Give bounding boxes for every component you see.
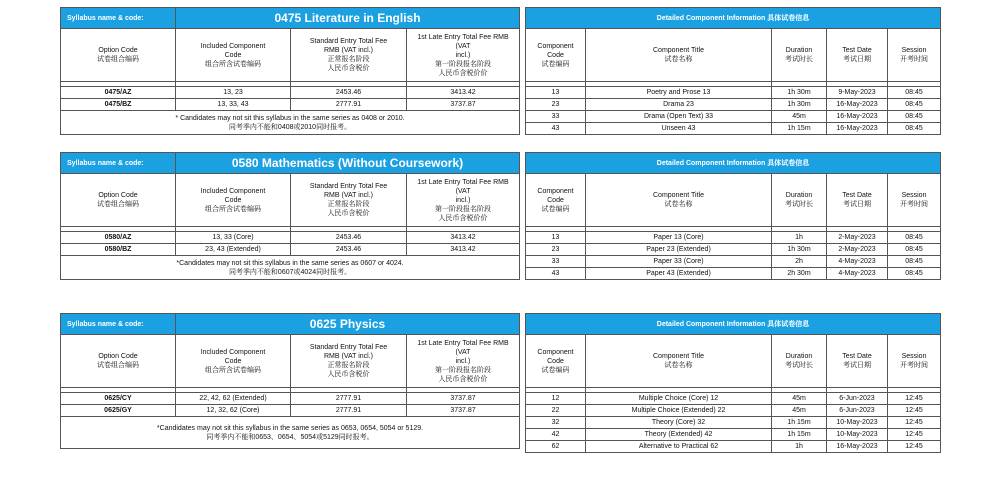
test-date-header (827, 29, 888, 82)
header-line: Code (547, 357, 564, 365)
table-row (526, 244, 941, 256)
standard-fee: 2777.91 (291, 99, 407, 111)
included-code: 12, 32, 62 (Core) (176, 405, 291, 417)
table-row (61, 393, 520, 405)
component-title: Multiple Choice (Extended) 22 (586, 405, 772, 417)
test-date-header (827, 335, 888, 388)
header-line: Duration (785, 192, 813, 199)
header-line: 试卷编码 (541, 205, 570, 213)
component-title: Multiple Choice (Core) 12 (586, 393, 772, 405)
duration: 1h (772, 232, 827, 244)
test-date: 16-May-2023 (827, 123, 888, 135)
header-line: 开考时间 (900, 201, 929, 208)
header-line: Standard Entry Total Fee (309, 38, 388, 45)
header-line: 1st Late Entry Total Fee RMB (VAT (417, 33, 509, 50)
table-row (526, 256, 941, 268)
component-title: Unseen 43 (586, 123, 772, 135)
component-code: 33 (526, 256, 586, 268)
table-row (526, 232, 941, 244)
header-line: 正常报名阶段 (327, 362, 370, 369)
header-line: 人民币含税价价 (438, 375, 488, 383)
standard-fee-header (291, 29, 407, 82)
late-fee-header (407, 174, 520, 227)
table-row (526, 417, 941, 429)
header-line: incl.) (455, 196, 471, 204)
duration: 1h 30m (772, 87, 827, 99)
syllabus-title: 0580 Mathematics (Without Coursework) (176, 153, 520, 174)
header-line: 1st Late Entry Total Fee RMB (VAT (417, 339, 509, 356)
component-title-header (586, 174, 772, 227)
header-line: Component (537, 42, 574, 50)
duration: 45m (772, 111, 827, 123)
duration: 45m (772, 405, 827, 417)
header-line: 人民币含税价 (327, 210, 370, 217)
header-line: 人民币含税价价 (438, 214, 488, 222)
header-line: 人民币含税价 (327, 371, 370, 378)
header-line: 试卷组合编码 (97, 56, 139, 63)
option-code: 0625/CY (61, 393, 176, 405)
session-header (888, 174, 941, 227)
header-line: Code (224, 196, 242, 204)
late-fee: 3413.42 (407, 87, 520, 99)
component-code: 43 (526, 123, 586, 135)
included-code: 13, 33 (Core) (176, 232, 291, 244)
test-date: 16-May-2023 (827, 99, 888, 111)
header-line: 试卷名称 (664, 362, 693, 369)
header-line: Standard Entry Total Fee (309, 183, 388, 190)
duration: 45m (772, 393, 827, 405)
component-table (525, 152, 941, 280)
component-code-header (526, 174, 586, 227)
test-date: 10-May-2023 (827, 429, 888, 441)
test-date: 2-May-2023 (827, 232, 888, 244)
test-date: 6-Jun-2023 (827, 393, 888, 405)
table-row (61, 99, 520, 111)
note-line: 同考季内不能和0408或2010同时报考。 (228, 123, 352, 131)
session-time: 12:45 (888, 417, 941, 429)
test-date: 10-May-2023 (827, 417, 888, 429)
header-line: RMB (VAT incl.) (323, 353, 373, 360)
header-line: 试卷编码 (541, 366, 570, 374)
late-fee-header (407, 335, 520, 388)
header-line: Included Component (200, 42, 266, 50)
component-table (525, 313, 941, 453)
component-code: 13 (526, 232, 586, 244)
header-line: Option Code (98, 47, 138, 54)
header-line: Option Code (98, 192, 138, 199)
option-code-header (61, 335, 176, 388)
standard-fee-header (291, 335, 407, 388)
syllabus-label: Syllabus name & code: (61, 8, 176, 29)
header-line: Component (537, 348, 574, 356)
table-row (61, 87, 520, 99)
syllabus-title: 0475 Literature in English (176, 8, 520, 29)
syllabus-note (61, 417, 520, 449)
header-line: 人民币含税价价 (438, 69, 488, 77)
duration: 1h 15m (772, 417, 827, 429)
header-line: 试卷名称 (664, 201, 693, 208)
component-title: Poetry and Prose 13 (586, 87, 772, 99)
fee-table (60, 313, 520, 449)
header-line: Component Title (653, 353, 704, 360)
duration-header (772, 29, 827, 82)
late-fee: 3413.42 (407, 232, 520, 244)
header-line: Duration (785, 47, 813, 54)
session-time: 08:45 (888, 123, 941, 135)
syllabus-label: Syllabus name & code: (61, 314, 176, 335)
duration: 2h 30m (772, 268, 827, 280)
header-line: 第一阶段报名阶段 (435, 60, 491, 68)
table-row (526, 111, 941, 123)
header-line: Duration (785, 353, 813, 360)
late-fee-header (407, 29, 520, 82)
header-line: 人民币含税价 (327, 65, 370, 72)
test-date: 16-May-2023 (827, 111, 888, 123)
test-date: 6-Jun-2023 (827, 405, 888, 417)
test-date: 16-May-2023 (827, 441, 888, 453)
session-time: 08:45 (888, 232, 941, 244)
component-code: 23 (526, 99, 586, 111)
session-time: 12:45 (888, 441, 941, 453)
option-code-header (61, 29, 176, 82)
component-title-header (586, 29, 772, 82)
header-line: Test Date (842, 353, 872, 360)
late-fee: 3737.87 (407, 99, 520, 111)
component-code: 62 (526, 441, 586, 453)
header-line: Session (901, 47, 927, 54)
header-line: 正常报名阶段 (327, 56, 370, 63)
option-code: 0475/AZ (61, 87, 176, 99)
syllabus-note (61, 111, 520, 135)
component-title: Theory (Core) 32 (586, 417, 772, 429)
header-line: 考试时长 (785, 362, 813, 369)
header-line: 考试日期 (843, 362, 871, 369)
test-date: 9-May-2023 (827, 87, 888, 99)
syllabus-note (61, 256, 520, 280)
header-line: Option Code (98, 353, 138, 360)
table-row (526, 441, 941, 453)
header-line: Code (224, 357, 242, 365)
component-code: 12 (526, 393, 586, 405)
duration: 1h (772, 441, 827, 453)
test-date: 2-May-2023 (827, 244, 888, 256)
table-row (61, 405, 520, 417)
header-line: 考试日期 (843, 201, 871, 208)
header-line: 考试时长 (785, 201, 813, 208)
included-code-header (176, 335, 291, 388)
component-info-title: Detailed Component Information 具体试卷信息 (526, 314, 941, 335)
included-code: 23, 43 (Extended) (176, 244, 291, 256)
duration-header (772, 174, 827, 227)
syllabus-title: 0625 Physics (176, 314, 520, 335)
test-date: 4-May-2023 (827, 256, 888, 268)
component-title-header (586, 335, 772, 388)
header-line: Test Date (842, 47, 872, 54)
duration: 1h 15m (772, 123, 827, 135)
duration: 1h 30m (772, 99, 827, 111)
included-code-header (176, 29, 291, 82)
duration-header (772, 335, 827, 388)
component-code-header (526, 29, 586, 82)
header-line: RMB (VAT incl.) (323, 192, 373, 199)
header-line: Session (901, 353, 927, 360)
header-line: 组合所含试卷编码 (205, 60, 261, 68)
late-fee: 3737.87 (407, 393, 520, 405)
fee-table (60, 7, 520, 135)
component-code: 43 (526, 268, 586, 280)
header-line: Included Component (200, 348, 266, 356)
component-code: 33 (526, 111, 586, 123)
component-title: Theory (Extended) 42 (586, 429, 772, 441)
header-line: Included Component (200, 187, 266, 195)
component-title: Drama 23 (586, 99, 772, 111)
session-time: 08:45 (888, 99, 941, 111)
standard-fee-header (291, 174, 407, 227)
standard-fee: 2777.91 (291, 405, 407, 417)
header-line: 第一阶段报名阶段 (435, 366, 491, 374)
included-code: 22, 42, 62 (Extended) (176, 393, 291, 405)
component-code: 23 (526, 244, 586, 256)
table-row (526, 99, 941, 111)
late-fee: 3737.87 (407, 405, 520, 417)
header-line: Standard Entry Total Fee (309, 344, 388, 351)
duration: 1h 15m (772, 429, 827, 441)
session-time: 08:45 (888, 111, 941, 123)
header-line: Code (547, 51, 564, 59)
session-time: 08:45 (888, 256, 941, 268)
header-line: 正常报名阶段 (327, 201, 370, 208)
header-line: 组合所含试卷编码 (205, 205, 261, 213)
component-title: Paper 13 (Core) (586, 232, 772, 244)
header-line: Code (547, 196, 564, 204)
component-info-title: Detailed Component Information 具体试卷信息 (526, 153, 941, 174)
header-line: 试卷组合编码 (97, 362, 139, 369)
late-fee: 3413.42 (407, 244, 520, 256)
header-line: 试卷名称 (664, 56, 693, 63)
session-time: 12:45 (888, 429, 941, 441)
syllabus-label: Syllabus name & code: (61, 153, 176, 174)
session-header (888, 335, 941, 388)
duration: 2h (772, 256, 827, 268)
test-date: 4-May-2023 (827, 268, 888, 280)
table-row (526, 405, 941, 417)
note-line: * Candidates may not sit this syllabus in the same series as 0408 or 2010. (175, 114, 405, 122)
header-line: Component Title (653, 192, 704, 199)
included-code: 13, 33, 43 (176, 99, 291, 111)
table-row (526, 87, 941, 99)
note-line: *Candidates may not sit this syllabus in the same series as 0607 or 4024. (176, 259, 404, 267)
standard-fee: 2777.91 (291, 393, 407, 405)
option-code: 0475/BZ (61, 99, 176, 111)
component-code: 13 (526, 87, 586, 99)
header-line: 组合所含试卷编码 (205, 366, 261, 374)
header-line: incl.) (455, 51, 471, 59)
table-row (526, 123, 941, 135)
header-line: 考试日期 (843, 56, 871, 63)
note-line: 同考季内不能和0607或4024同时报考。 (228, 268, 352, 276)
header-line: Test Date (842, 192, 872, 199)
component-code: 22 (526, 405, 586, 417)
included-code-header (176, 174, 291, 227)
session-time: 08:45 (888, 268, 941, 280)
header-line: RMB (VAT incl.) (323, 47, 373, 54)
header-line: 开考时间 (900, 362, 929, 369)
fee-table (60, 152, 520, 280)
component-code: 42 (526, 429, 586, 441)
header-line: Component Title (653, 47, 704, 54)
header-line: Session (901, 192, 927, 199)
header-line: Code (224, 51, 242, 59)
session-time: 12:45 (888, 405, 941, 417)
component-title: Paper 23 (Extended) (586, 244, 772, 256)
header-line: 1st Late Entry Total Fee RMB (VAT (417, 178, 509, 195)
component-table (525, 7, 941, 135)
standard-fee: 2453.46 (291, 87, 407, 99)
header-line: 考试时长 (785, 56, 813, 63)
standard-fee: 2453.46 (291, 244, 407, 256)
component-title: Drama (Open Text) 33 (586, 111, 772, 123)
included-code: 13, 23 (176, 87, 291, 99)
header-line: 试卷编码 (541, 60, 570, 68)
component-code-header (526, 335, 586, 388)
component-title: Paper 43 (Extended) (586, 268, 772, 280)
table-row (61, 244, 520, 256)
duration: 1h 30m (772, 244, 827, 256)
component-title: Paper 33 (Core) (586, 256, 772, 268)
standard-fee: 2453.46 (291, 232, 407, 244)
note-line: 同考季内不能和0653、0654、5054或5129同时报考。 (206, 433, 374, 441)
component-title: Alternative to Practical 62 (586, 441, 772, 453)
test-date-header (827, 174, 888, 227)
option-code: 0625/GY (61, 405, 176, 417)
option-code: 0580/AZ (61, 232, 176, 244)
session-header (888, 29, 941, 82)
component-info-title: Detailed Component Information 具体试卷信息 (526, 8, 941, 29)
header-line: incl.) (455, 357, 471, 365)
header-line: 试卷组合编码 (97, 201, 139, 208)
session-time: 08:45 (888, 244, 941, 256)
header-line: Component (537, 187, 574, 195)
session-time: 08:45 (888, 87, 941, 99)
table-row (526, 268, 941, 280)
option-code: 0580/BZ (61, 244, 176, 256)
table-row (526, 429, 941, 441)
option-code-header (61, 174, 176, 227)
session-time: 12:45 (888, 393, 941, 405)
component-code: 32 (526, 417, 586, 429)
note-line: *Candidates may not sit this syllabus in the same series as 0653, 0654, 5054 or 5129. (156, 424, 424, 432)
header-line: 第一阶段报名阶段 (435, 205, 492, 213)
table-row (61, 232, 520, 244)
table-row (526, 393, 941, 405)
header-line: 开考时间 (900, 56, 929, 63)
